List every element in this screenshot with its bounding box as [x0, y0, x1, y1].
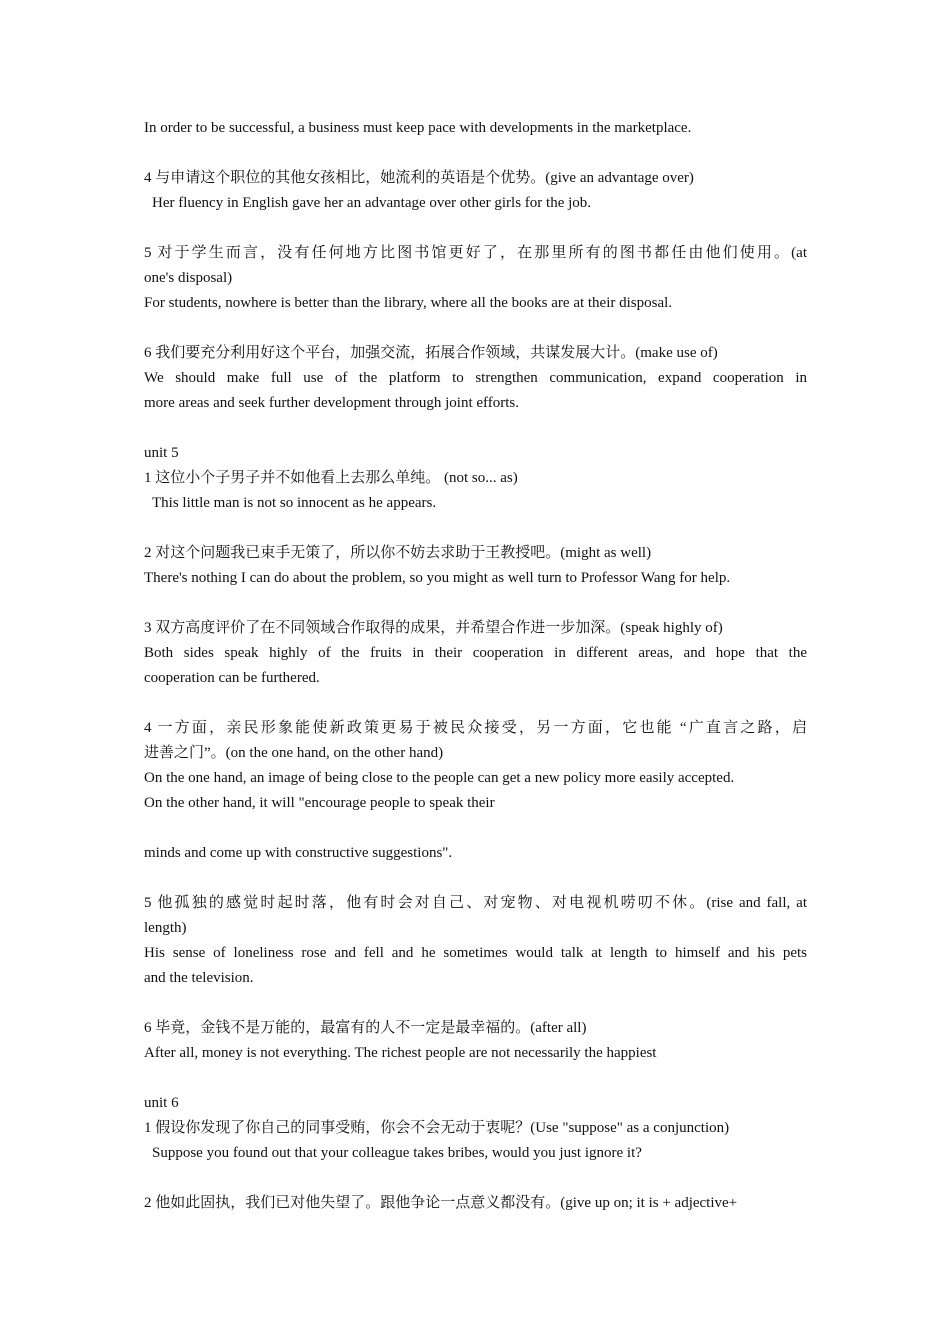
- unit5-item6-english: After all, money is not everything. The richest people are not necessarily the happiest: [144, 1045, 657, 1061]
- spacer: [144, 516, 807, 541]
- unit5-item2-chinese: 2 对这个问题我已束手无策了，所以你不妨去求助于王教授吧。(might as well): [144, 545, 652, 561]
- spacer: [144, 691, 807, 716]
- spacer: [144, 316, 807, 341]
- unit5-item5-chinese-line2: length): [144, 920, 187, 936]
- unit5-item6-chinese: 6 毕竟，金钱不是万能的，最富有的人不一定是最幸福的。(after all): [144, 1020, 587, 1036]
- unit5-item3-chinese: 3 双方高度评价了在不同领域合作取得的成果，并希望合作进一步加深。(speak highly of): [144, 620, 723, 636]
- unit6-item1-english: Suppose you found out that your colleague takes bribes, would you just ignore it?: [152, 1145, 642, 1161]
- unit5-heading: unit 5: [144, 445, 179, 461]
- unit4-item6-english-line1: We should make full use of the platform to strengthen communication, expand cooperation in: [144, 370, 807, 386]
- spacer: [144, 1066, 807, 1091]
- unit5-item4-chinese-line2: 进善之门”。(on the one hand, on the other hand): [144, 745, 444, 761]
- unit5-item4-english-line3: minds and come up with constructive suggestions".: [144, 845, 453, 861]
- unit6-heading: unit 6: [144, 1095, 179, 1111]
- unit6-item1-chinese: 1 假设你发现了你自己的同事受贿，你会不会无动于衷呢？(Use "suppose" as a conjunction): [144, 1120, 730, 1136]
- spacer: [144, 866, 807, 891]
- unit4-item5-english: For students, nowhere is better than the library, where all the books are at their disposal.: [144, 295, 673, 311]
- unit4-item6-chinese: 6 我们要充分利用好这个平台，加强交流，拓展合作领域，共谋发展大计。(make use of): [144, 345, 718, 361]
- unit4-item5-chinese-line1: 5 对于学生而言，没有任何地方比图书馆更好了，在那里所有的图书都任由他们使用。(at: [144, 245, 807, 261]
- unit5-item4-english-line2: On the other hand, it will "encourage people to speak their: [144, 795, 495, 811]
- unit4-item4-english: Her fluency in English gave her an advantage over other girls for the job.: [152, 195, 592, 211]
- unit5-item5-chinese-line1: 5 他孤独的感觉时起时落，他有时会对自己、对宠物、对电视机唠叨不休。(rise and fall, at: [144, 895, 807, 911]
- unit4-item4-chinese: 4 与申请这个职位的其他女孩相比，她流利的英语是个优势。(give an advantage over): [144, 170, 694, 186]
- unit5-item4-english-line1: On the one hand, an image of being close to the people can get a new policy more easily accepted.: [144, 770, 735, 786]
- unit5-item1-english: This little man is not so innocent as he appears.: [152, 495, 437, 511]
- unit5-item3-english-line1: Both sides speak highly of the fruits in their cooperation in different areas, and hope that the: [144, 645, 807, 661]
- unit4-item5-chinese-line2: one's disposal): [144, 270, 233, 286]
- spacer: [144, 991, 807, 1016]
- spacer: [144, 1166, 807, 1191]
- unit6-item2-chinese: 2 他如此固执，我们已对他失望了。跟他争论一点意义都没有。(give up on; it is + adjective+: [144, 1195, 738, 1211]
- spacer: [144, 216, 807, 241]
- unit5-item5-english-line2: and the television.: [144, 970, 254, 986]
- intro-sentence: In order to be successful, a business must keep pace with developments in the marketplace.: [144, 120, 692, 136]
- unit5-item3-english-line2: cooperation can be furthered.: [144, 670, 320, 686]
- document-page: [144, 116, 807, 1216]
- spacer: [144, 416, 807, 441]
- unit5-item2-english: There's nothing I can do about the problem, so you might as well turn to Professor Wang for help.: [144, 570, 731, 586]
- spacer: [144, 816, 807, 841]
- unit5-item4-chinese-line1: 4 一方面，亲民形象能使新政策更易于被民众接受，另一方面，它也能 “广直言之路，启: [144, 720, 807, 736]
- spacer: [144, 141, 807, 166]
- unit5-item5-english-line1: His sense of loneliness rose and fell and he sometimes would talk at length to himself and his pets: [144, 945, 807, 961]
- unit5-item1-chinese: 1 这位小个子男子并不如他看上去那么单纯。 (not so... as): [144, 470, 518, 486]
- unit4-item6-english-line2: more areas and seek further development through joint efforts.: [144, 395, 520, 411]
- spacer: [144, 591, 807, 616]
